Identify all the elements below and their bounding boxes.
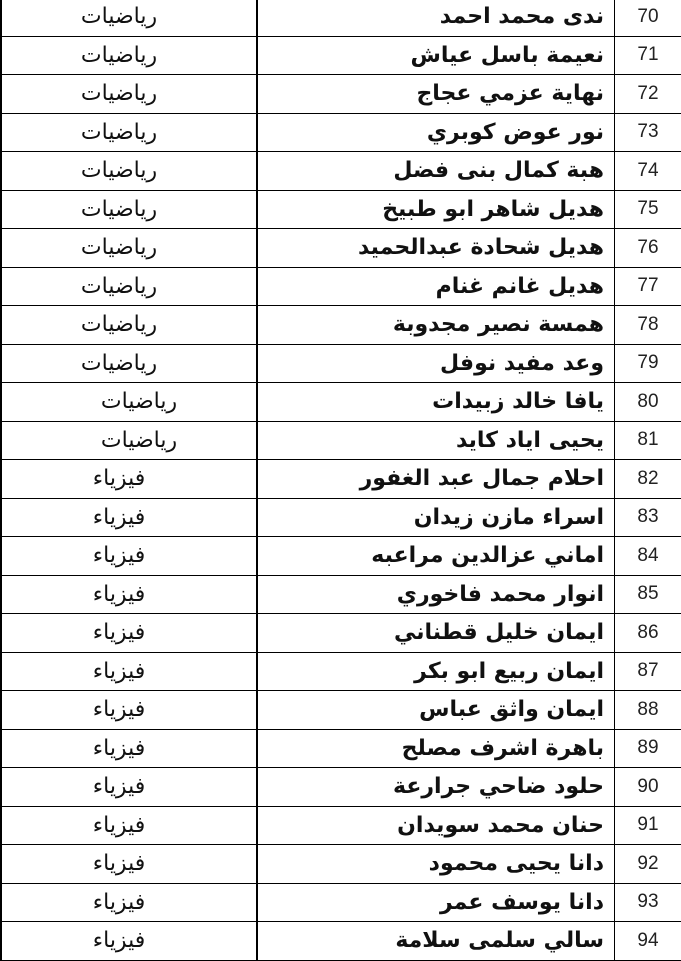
subject-cell: فيزياء xyxy=(0,845,256,883)
row-number-cell: 85 xyxy=(614,576,681,614)
subject-cell: فيزياء xyxy=(0,884,256,922)
table-row xyxy=(0,37,681,76)
row-number-cell: 90 xyxy=(614,768,681,806)
subject-cell: رياضيات xyxy=(0,0,256,36)
name-cell: هديل شاهر ابو طبيخ xyxy=(256,191,614,229)
name-cell: يحيى اياد كايد xyxy=(256,422,614,460)
subject-cell: فيزياء xyxy=(0,768,256,806)
table-row xyxy=(0,614,681,653)
row-number-cell: 77 xyxy=(614,268,681,306)
row-number-cell: 87 xyxy=(614,653,681,691)
name-cell: دانا يحيى محمود xyxy=(256,845,614,883)
row-number-cell: 80 xyxy=(614,383,681,421)
name-cell: احلام جمال عبد الغفور xyxy=(256,460,614,498)
name-cell: هديل شحادة عبدالحميد xyxy=(256,229,614,267)
row-number-cell: 83 xyxy=(614,499,681,537)
subject-cell: رياضيات xyxy=(0,37,256,75)
row-number-cell: 93 xyxy=(614,884,681,922)
name-cell: ندى محمد احمد xyxy=(256,0,614,36)
name-cell: همسة نصير مجدوبة xyxy=(256,306,614,344)
table-row xyxy=(0,152,681,191)
name-cell: نور عوض كوبري xyxy=(256,114,614,152)
table-row xyxy=(0,730,681,769)
table-row xyxy=(0,653,681,692)
subject-cell: فيزياء xyxy=(0,499,256,537)
row-number-cell: 92 xyxy=(614,845,681,883)
name-cell: ايمان واثق عباس xyxy=(256,691,614,729)
subject-cell: فيزياء xyxy=(0,807,256,845)
row-number-cell: 73 xyxy=(614,114,681,152)
subject-cell: فيزياء xyxy=(0,576,256,614)
row-number-cell: 84 xyxy=(614,537,681,575)
table-row xyxy=(0,884,681,923)
name-cell: سالي سلمى سلامة xyxy=(256,922,614,960)
table-row xyxy=(0,114,681,153)
subject-cell: فيزياء xyxy=(0,730,256,768)
subject-cell: رياضيات xyxy=(0,345,256,383)
subject-cell: فيزياء xyxy=(0,922,256,960)
name-cell: ايمان خليل قطناني xyxy=(256,614,614,652)
name-cell: نهاية عزمي عجاج xyxy=(256,75,614,113)
name-cell: ايمان ربيع ابو بكر xyxy=(256,653,614,691)
subject-cell: رياضيات xyxy=(0,191,256,229)
name-cell: دانا يوسف عمر xyxy=(256,884,614,922)
name-cell: حنان محمد سويدان xyxy=(256,807,614,845)
row-number-cell: 71 xyxy=(614,37,681,75)
table-row xyxy=(0,845,681,884)
row-number-cell: 94 xyxy=(614,922,681,960)
row-number-cell: 91 xyxy=(614,807,681,845)
name-cell: باهرة اشرف مصلح xyxy=(256,730,614,768)
row-number-cell: 78 xyxy=(614,306,681,344)
row-number-cell: 82 xyxy=(614,460,681,498)
subject-cell: فيزياء xyxy=(0,653,256,691)
subject-cell: رياضيات xyxy=(0,75,256,113)
table-row xyxy=(0,229,681,268)
table-row xyxy=(0,499,681,538)
subject-cell: رياضيات xyxy=(0,229,256,267)
name-cell: حلود ضاحي جرارعة xyxy=(256,768,614,806)
row-number-cell: 86 xyxy=(614,614,681,652)
row-number-cell: 74 xyxy=(614,152,681,190)
table-row xyxy=(0,460,681,499)
subject-cell: فيزياء xyxy=(0,614,256,652)
subject-cell: فيزياء xyxy=(0,537,256,575)
row-number-cell: 75 xyxy=(614,191,681,229)
table-row xyxy=(0,537,681,576)
name-cell: اماني عزالدين مراعبه xyxy=(256,537,614,575)
subject-cell: رياضيات xyxy=(0,152,256,190)
row-number-cell: 76 xyxy=(614,229,681,267)
row-number-cell: 70 xyxy=(614,0,681,36)
table-row xyxy=(0,691,681,730)
subject-cell: رياضيات xyxy=(0,114,256,152)
table-row xyxy=(0,75,681,114)
name-cell: وعد مفيد نوفل xyxy=(256,345,614,383)
name-cell: نعيمة باسل عياش xyxy=(256,37,614,75)
subject-cell: فيزياء xyxy=(0,691,256,729)
row-number-cell: 79 xyxy=(614,345,681,383)
subject-cell: رياضيات xyxy=(0,422,256,460)
subject-cell: رياضيات xyxy=(0,383,256,421)
subject-cell: رياضيات xyxy=(0,268,256,306)
name-cell: اسراء مازن زيدان xyxy=(256,499,614,537)
subject-cell: فيزياء xyxy=(0,460,256,498)
row-number-cell: 89 xyxy=(614,730,681,768)
row-number-cell: 72 xyxy=(614,75,681,113)
table-row xyxy=(0,191,681,230)
table-row xyxy=(0,345,681,384)
table-row xyxy=(0,422,681,461)
subject-cell: رياضيات xyxy=(0,306,256,344)
table-row xyxy=(0,383,681,422)
table-row xyxy=(0,922,681,961)
table-row xyxy=(0,306,681,345)
name-cell: انوار محمد فاخوري xyxy=(256,576,614,614)
table-row xyxy=(0,768,681,807)
table-row xyxy=(0,268,681,307)
table-row xyxy=(0,807,681,846)
name-cell: يافا خالد زبيدات xyxy=(256,383,614,421)
name-cell: هبة كمال بنى فضل xyxy=(256,152,614,190)
table-row xyxy=(0,576,681,615)
table-row xyxy=(0,0,681,37)
row-number-cell: 81 xyxy=(614,422,681,460)
name-cell: هديل غانم غنام xyxy=(256,268,614,306)
row-number-cell: 88 xyxy=(614,691,681,729)
